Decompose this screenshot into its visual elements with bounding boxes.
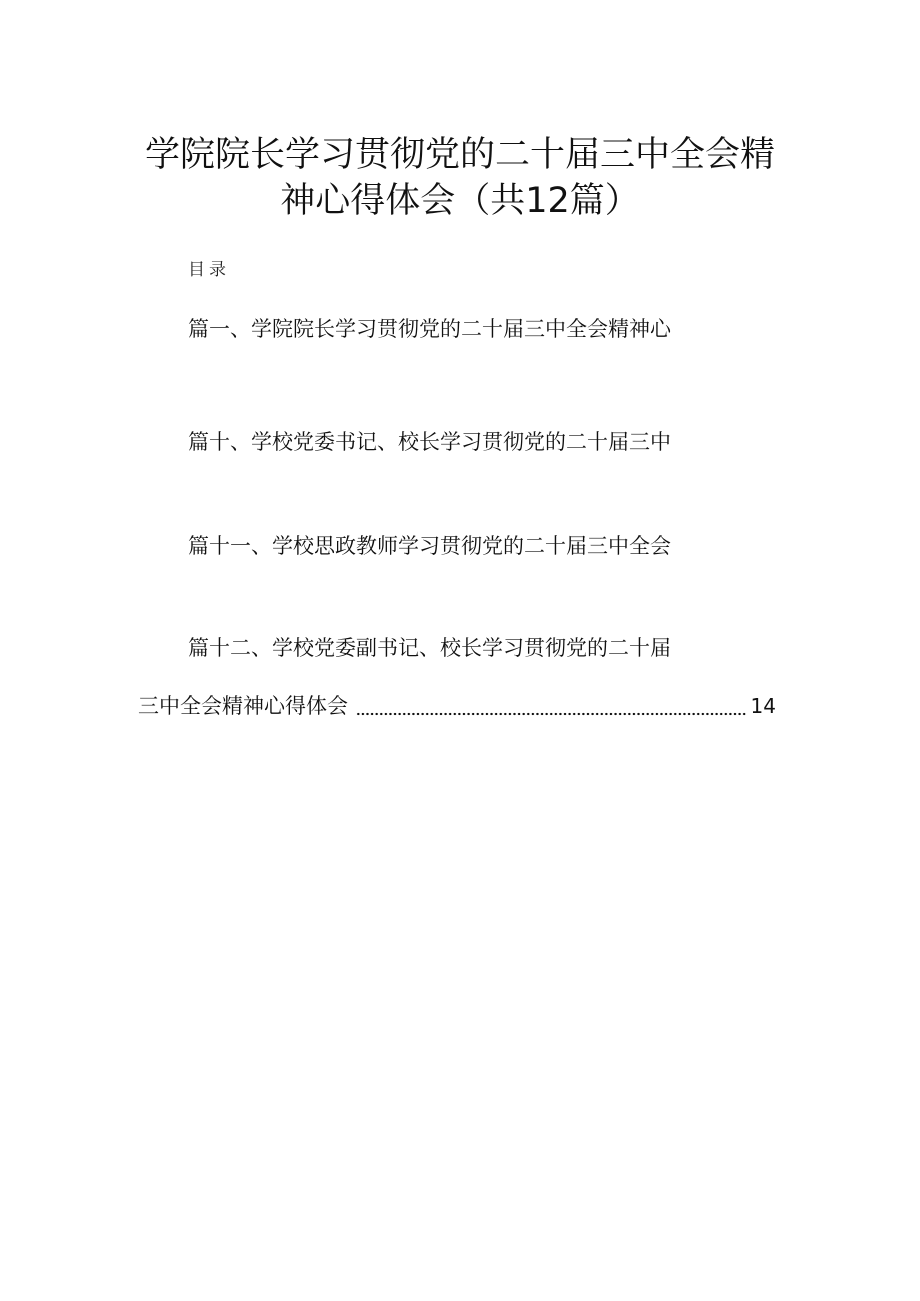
- toc-entry-12[interactable]: 篇十二、学校党委副书记、校长学习贯彻党的二十届: [188, 636, 671, 660]
- document-title-line-2: 神心得体会（共12篇）: [280, 181, 640, 221]
- toc-entry-10[interactable]: 篇十、学校党委书记、校长学习贯彻党的二十届三中: [188, 430, 671, 454]
- toc-dot-leader: [356, 692, 747, 716]
- toc-entry-12-continuation-text: 三中全会精神心得体会: [138, 694, 348, 718]
- document-title-line-1: 学院院长学习贯彻党的二十届三中全会精: [144, 135, 775, 175]
- toc-heading: 目录: [188, 260, 230, 280]
- toc-entry-11[interactable]: 篇十一、学校思政教师学习贯彻党的二十届三中全会: [188, 534, 671, 558]
- toc-entry-1[interactable]: 篇一、学院院长学习贯彻党的二十届三中全会精神心: [188, 317, 671, 341]
- toc-entry-12-continuation[interactable]: [138, 691, 776, 721]
- toc-page-number: 14: [750, 694, 776, 718]
